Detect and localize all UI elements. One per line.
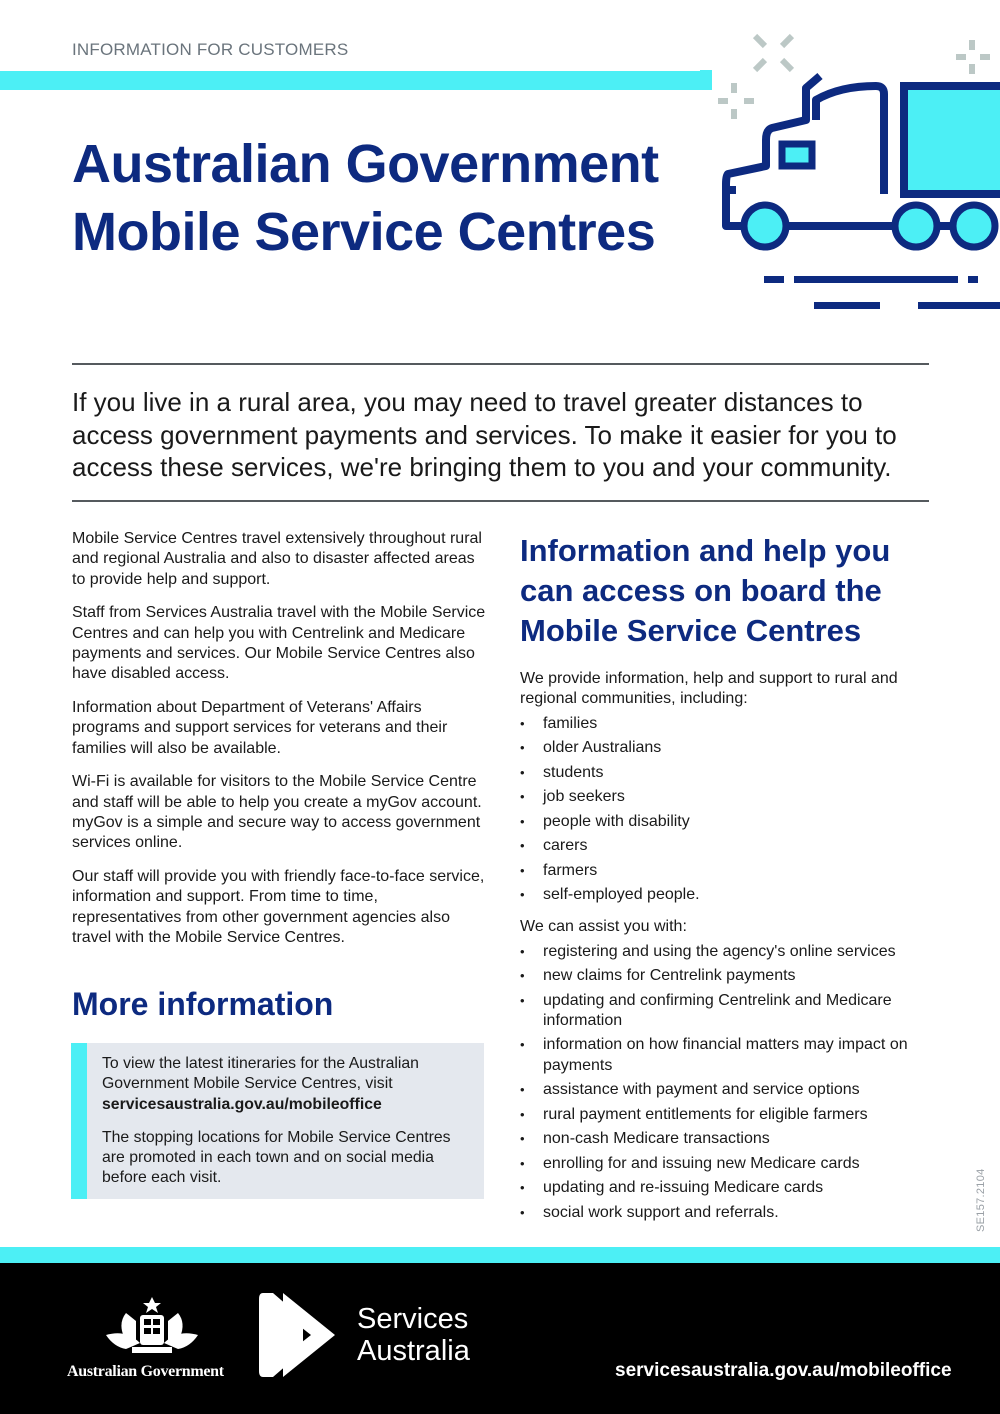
australian-government-label: Australian Government: [67, 1363, 224, 1380]
services-australia-logo-icon: [259, 1291, 337, 1379]
list-item: • rural payment entitlements for eligible farmers: [520, 1105, 930, 1125]
accent-bar-top: [0, 71, 712, 90]
list-item: • enrolling for and issuing new Medicare cards: [520, 1154, 930, 1174]
list-item: • updating and confirming Centrelink and Medicare information: [520, 991, 930, 1032]
footer: [0, 1263, 1000, 1414]
list-item: • families: [520, 714, 930, 734]
list-item: • farmers: [520, 861, 930, 881]
divider-top: [72, 363, 929, 365]
eyebrow-label: INFORMATION FOR CUSTOMERS: [72, 40, 349, 59]
body-paragraph: Information about Department of Veterans' Affairs programs and support services for veterans and their families will also be available.: [72, 699, 448, 757]
footer-website-link[interactable]: servicesaustralia.gov.au/mobileoffice: [615, 1360, 952, 1381]
list-item: • students: [520, 763, 930, 783]
list-item: • people with disability: [520, 812, 930, 832]
assist-lead: We can assist you with:: [520, 918, 687, 936]
list-item: • job seekers: [520, 787, 930, 807]
list-item: • information on how financial matters may impact on payments: [520, 1035, 930, 1076]
left-column: [72, 529, 487, 962]
page-title: [72, 130, 692, 266]
assist-list: [520, 942, 930, 1223]
list-item: • social work support and referrals.: [520, 1203, 930, 1223]
list-item: • self-employed people.: [520, 885, 930, 905]
more-information-heading: More information: [72, 986, 334, 1022]
body-paragraph: Mobile Service Centres travel extensively throughout rural and regional Australia and also to disaster affected areas to provide help and support.: [72, 530, 482, 588]
brand-line-1: Services: [357, 1303, 469, 1335]
list-item: • updating and re-issuing Medicare cards: [520, 1178, 930, 1198]
services-heading: Information and help you can access on board the Mobile Service Centres: [520, 533, 891, 648]
body-paragraph: Staff from Services Australia travel with the Mobile Service Centres and can help you with Centrelink and Medicare payments and services. Our Mobile Service Centres also have disabled access.: [72, 604, 486, 683]
list-item: • older Australians: [520, 738, 930, 758]
divider-bottom: [72, 500, 929, 502]
body-paragraph: Our staff will provide you with friendly face-to-face service, information and support. From time to time, representatives from other government agencies also travel with the Mobile Service Centres.: [72, 868, 485, 947]
list-item: • non-cash Medicare transactions: [520, 1129, 930, 1149]
intro-paragraph: If you live in a rural area, you may need to travel greater distances to access government payments and services. To make it easier for you to access these services, we're bringing them to you and your community.: [72, 387, 897, 482]
page-title-line-2: Mobile Service Centres: [72, 202, 656, 262]
list-item: • carers: [520, 836, 930, 856]
itinerary-link[interactable]: servicesaustralia.gov.au/mobileoffice: [102, 1095, 382, 1113]
page-title-line-1: Australian Government: [72, 134, 659, 194]
more-information-callout: [71, 1043, 484, 1199]
groups-list: [520, 714, 930, 906]
callout-paragraph: The stopping locations for Mobile Service Centres are promoted in each town and on social media before each visit.: [102, 1128, 451, 1187]
services-australia-wordmark: [357, 1303, 470, 1367]
list-item: • assistance with payment and service options: [520, 1080, 930, 1100]
right-column: [520, 531, 930, 1227]
callout-text: To view the latest itineraries for the Australian Government Mobile Service Centres, visit: [102, 1055, 419, 1093]
truck-icon: [700, 20, 1000, 320]
groups-lead: We provide information, help and support to rural and regional communities, including:: [520, 670, 898, 708]
brand-line-2: Australia: [357, 1335, 470, 1367]
document-reference: SE157.2104: [975, 1168, 987, 1232]
callout-paragraph: [102, 1054, 470, 1115]
list-item: • new claims for Centrelink payments: [520, 966, 930, 986]
list-item: • registering and using the agency's online services: [520, 942, 930, 962]
accent-bar-bottom: [0, 1247, 1000, 1263]
body-paragraph: Wi-Fi is available for visitors to the Mobile Service Centre and staff will be able to help you create a myGov account. myGov is a simple and secure way to access government services online.: [72, 773, 482, 852]
